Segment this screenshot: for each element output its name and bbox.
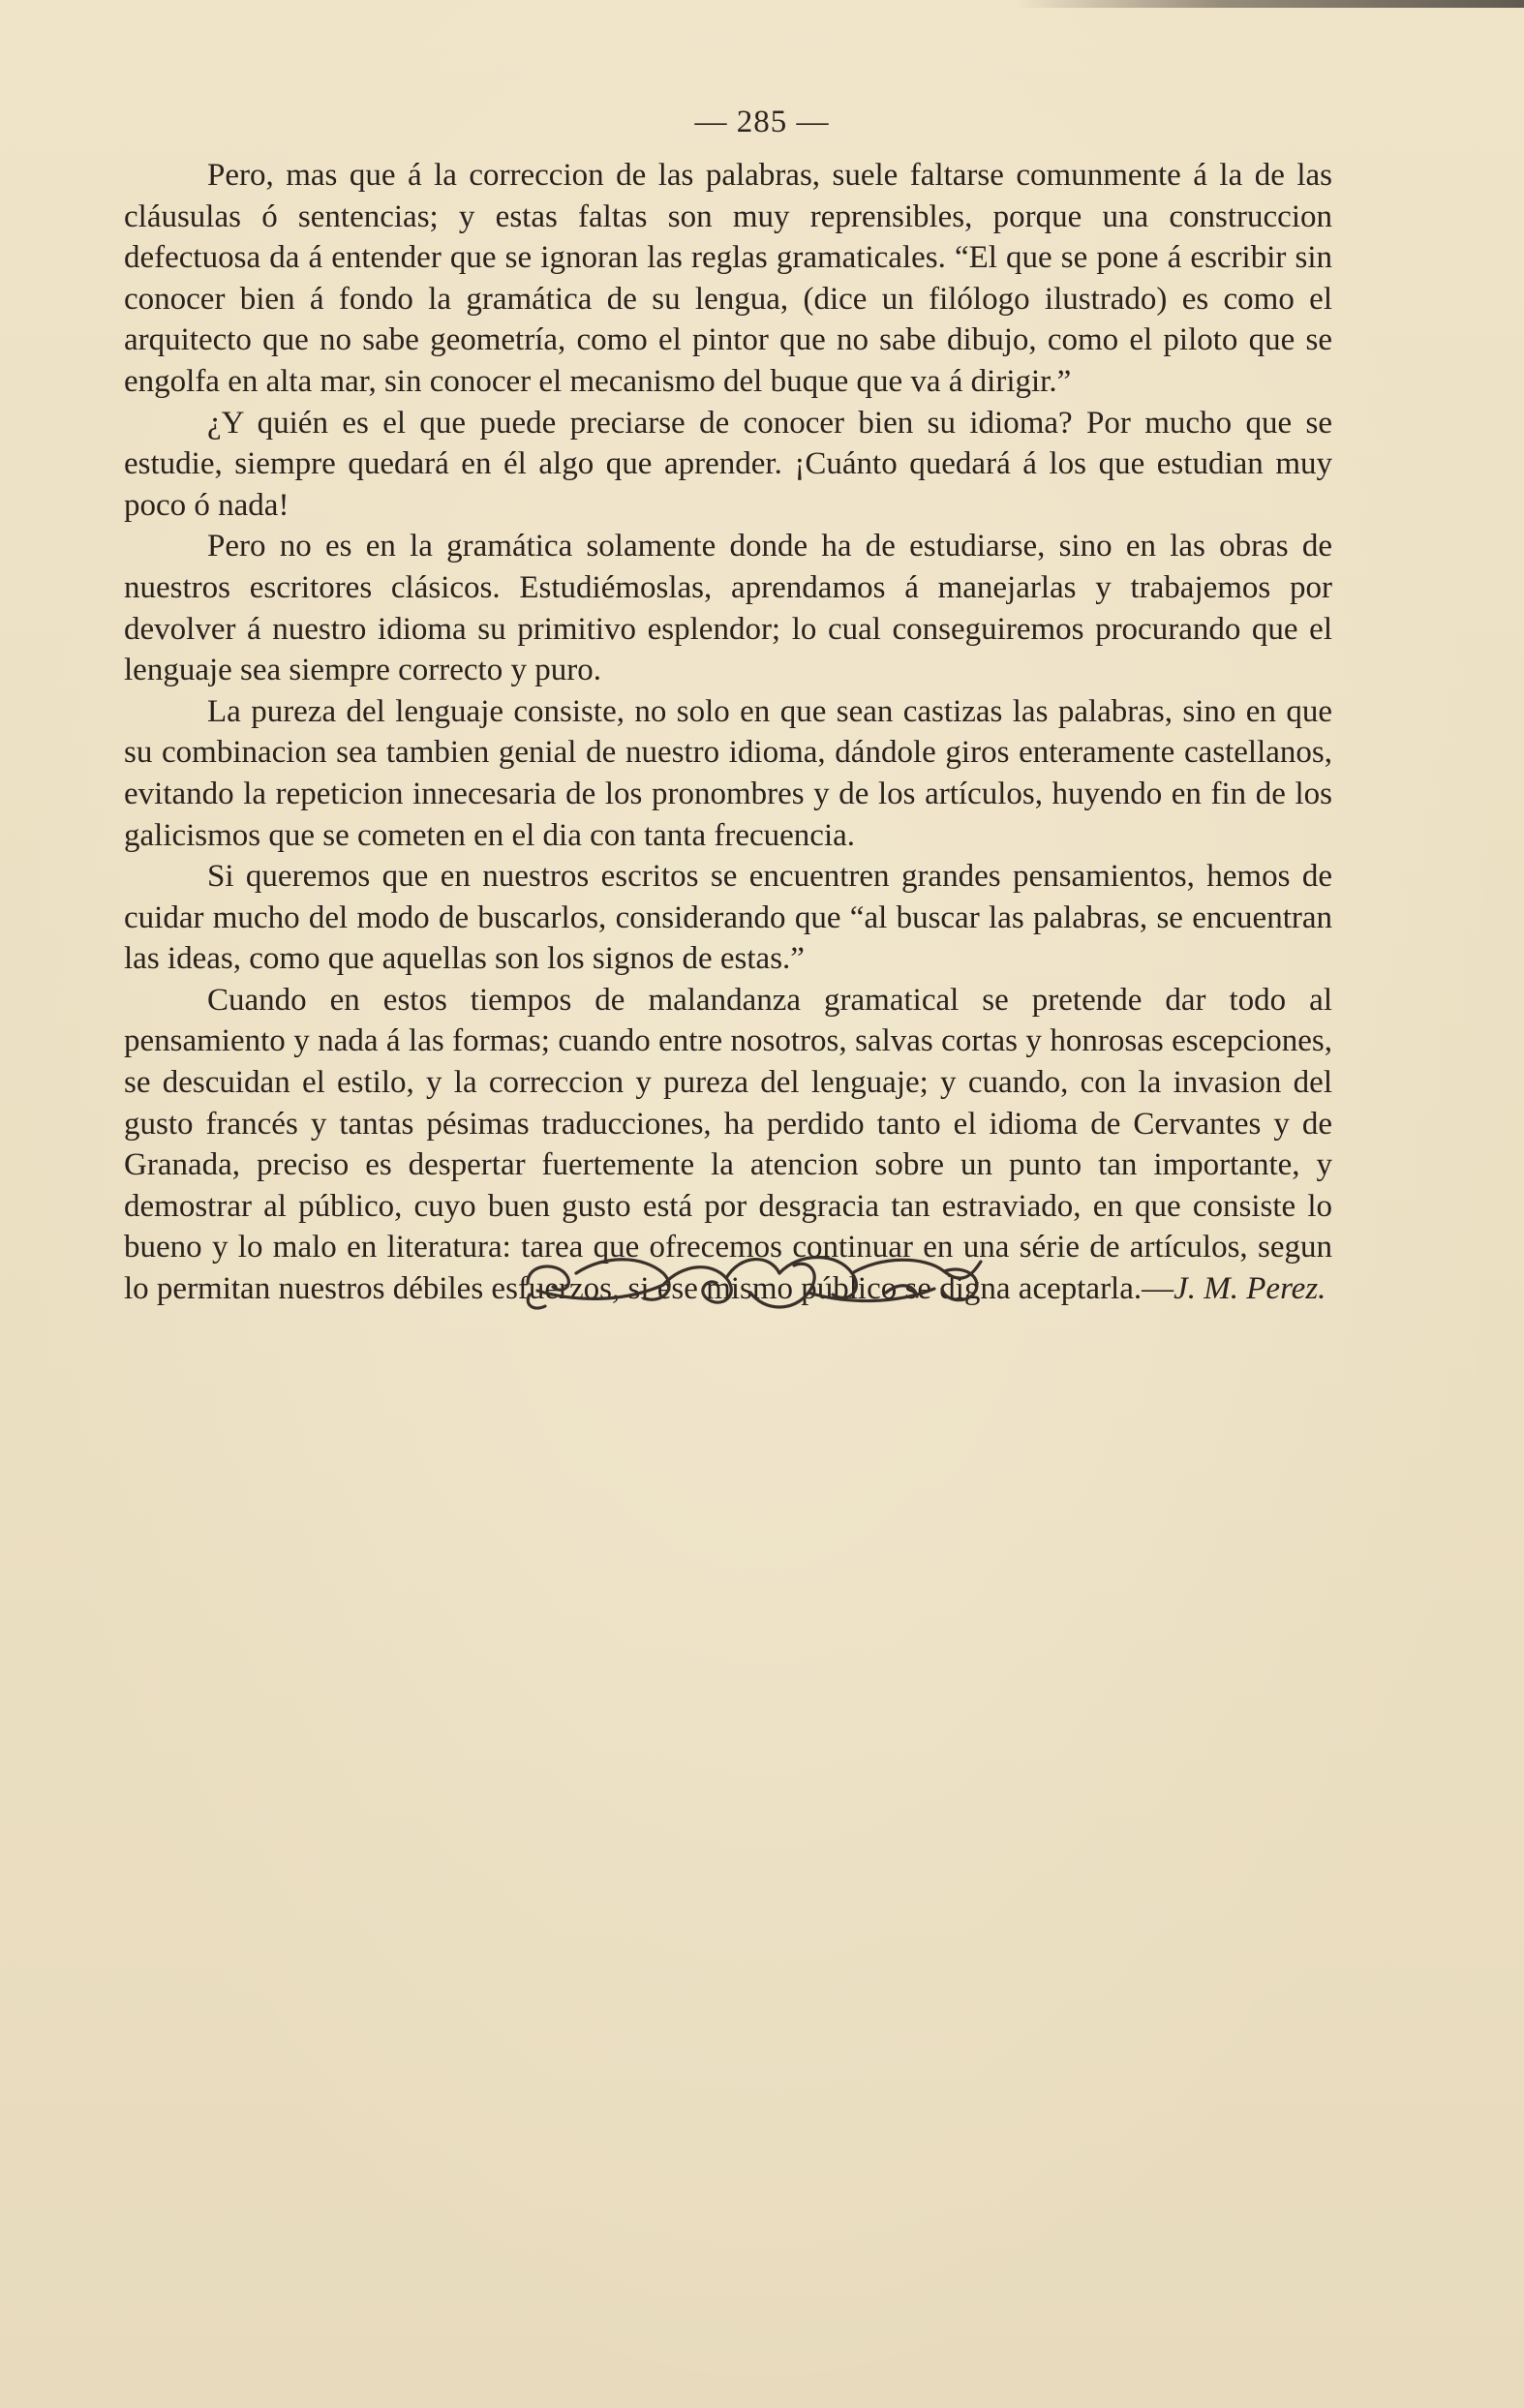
page-number: — 285 — xyxy=(694,105,830,139)
paragraph-4: La pureza del lenguaje consiste, no solo en que sean castizas las palabras, sino en que su combinacion sea tambien genial de nuestro idioma, dándole giros enteramente castellanos, evitando la repeticion innecesaria de los pronombres y de los artículos, huyendo en fin de los galicismos que se cometen en el dia con tanta frecuencia. xyxy=(124,693,1332,853)
page-edge-shadow xyxy=(1017,0,1524,8)
paragraph-1: Pero, mas que á la correccion de las palabras, suele faltarse comunmente á la de las cláusulas ó sentencias; y estas faltas son muy reprensibles, porque una construccion defectuosa da á entender que se ignoran las reglas gramaticales. “El que se pone á escribir sin conocer bien á fondo la gramática de su lengua, (dice un filólogo ilustrado) es como el arquitecto que no sabe geometría, como el pintor que no sabe dibujo, como el piloto que se engolfa en alta mar, sin conocer el mecanismo del buque que va á dirigir.” xyxy=(124,158,1332,399)
paragraph-3: Pero no es en la gramática solamente donde ha de estudiarse, sino en las obras de nuestros escritores clásicos. Estudiémoslas, aprendamos á manejarlas y trabajemos por devolver á nuestro idioma su primitivo esplendor; lo cual conseguiremos procurando que el lenguaje sea siempre correcto y puro. xyxy=(124,529,1332,688)
decorative-ornament xyxy=(518,1234,992,1322)
author-signature: J. M. Perez. xyxy=(1173,1271,1326,1307)
paragraph-6-text: Cuando en estos tiempos de malandanza gramatical se pretende dar todo al pensamiento y nada á las formas; cuando entre nosotros, salvas cortas y honrosas escepciones, se descuidan el estilo, y la correccion y pureza del lenguaje; y cuando, con la invasion del gusto francés y tantas pésimas traducciones, ha perdido tanto el idioma de Cervantes y de Granada, preciso es despertar fuertemente la atencion sobre un punto tan importante, y demostrar al público, cuyo buen gusto está por desgracia tan estraviado, en que consiste lo bueno y lo malo en literatura: tarea que ofrecemos continuar en una série de artículos, segun lo permitan nuestros débiles esfuerzos, si ese mismo público se digna aceptarla.— xyxy=(124,982,1332,1307)
article-body xyxy=(124,155,1332,1310)
paragraph-2: ¿Y quién es el que puede preciarse de conocer bien su idioma? Por mucho que se estudie, siempre quedará en él algo que aprender. ¡Cuánto quedará á los que estudian muy poco ó nada! xyxy=(124,405,1332,523)
paragraph-5: Si queremos que en nuestros escritos se encuentren grandes pensamientos, hemos de cuidar mucho del modo de buscarlos, considerando que “al buscar las palabras, se encuentran las ideas, como que aquellas son los signos de estas.” xyxy=(124,859,1332,977)
